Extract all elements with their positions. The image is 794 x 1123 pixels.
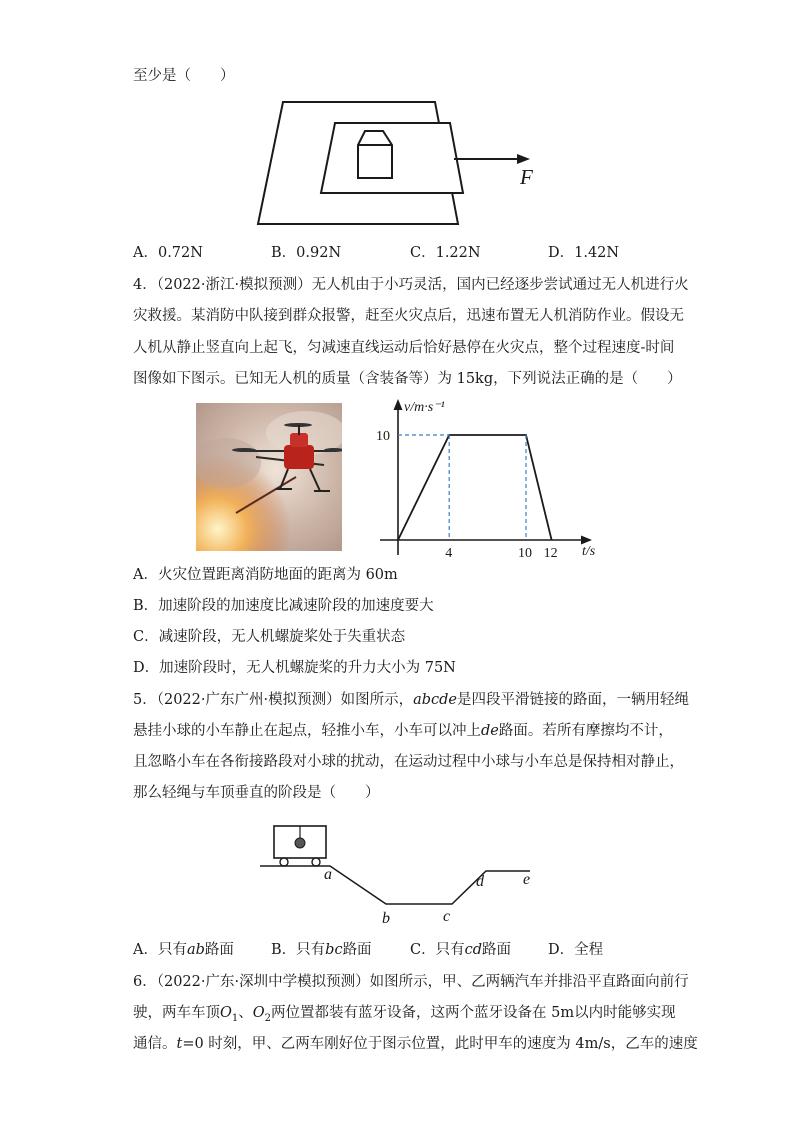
q4-option-c[interactable]: C．减速阶段，无人机螺旋桨处于失重状态	[133, 629, 406, 645]
q4-stem-line-3: 人机从静止竖直向上起飞，匀减速直线运动后恰好悬停在火灾点，整个过程速度-时间	[133, 340, 675, 356]
track	[260, 866, 530, 904]
force-arrow-head	[517, 154, 530, 164]
q6-stem-line-2: 驶，两车车顶$O_1$、$O_2$两位置都装有蓝牙设备，这两个蓝牙设备在 5m以内时能够实现	[133, 1005, 676, 1024]
q3-option-c[interactable]: C．1.22N	[410, 245, 481, 261]
drone-photo	[196, 403, 342, 551]
q5-figure	[260, 822, 540, 927]
q5-stem-line-4: 那么轻绳与车顶垂直的阶段是（ ）	[133, 785, 380, 801]
point-e: e	[523, 871, 531, 888]
q3-option-b[interactable]: B．0.92N	[271, 245, 342, 261]
block	[358, 131, 392, 178]
q6-stem-line-1: 6．（2022·广东·深圳中学模拟预测）如图所示，甲、乙两辆汽车并排沿平直路面向前行	[133, 974, 689, 990]
velocity-line	[398, 435, 552, 540]
q5-option-c[interactable]: C．只有cd路面	[410, 942, 512, 958]
point-b: b	[382, 910, 390, 927]
q4-stem-line-2: 灾救援。某消防中队接到群众报警，赶至火灾点后，迅速布置无人机消防作业。假设无	[133, 308, 684, 324]
q3-stem-tail: 至少是（ ）	[133, 68, 235, 84]
q4-option-b[interactable]: B．加速阶段的加速度比减速阶段的加速度要大	[133, 598, 434, 614]
x-tick-label-4: 4	[445, 546, 453, 561]
q5-stem-line-3: 且忽略小车在各衔接路段对小球的扰动，在运动过程中小球与小车总是保持相对静止，	[133, 754, 684, 770]
q6-stem-line-3: 通信。t=0 时刻，甲、乙两车刚好位于图示位置，此时甲车的速度为 4m/s，乙车的速度	[133, 1036, 698, 1052]
point-a: a	[324, 866, 332, 883]
vt-chart	[370, 395, 610, 560]
x-axis-label: t/s	[582, 544, 596, 559]
x-tick-label-12: 12	[543, 546, 558, 561]
force-label-F: F	[520, 165, 533, 189]
q5-stem-line-1: 5．（2022·广东广州·模拟预测）如图所示，abcde是四段平滑链接的路面，一辆用轻绳	[133, 692, 690, 708]
q4-stem-line-1: 4．（2022·浙江·模拟预测）无人机由于小巧灵活，国内已经逐步尝试通过无人机进行火	[133, 277, 689, 293]
point-c: c	[443, 908, 451, 925]
point-d: d	[476, 873, 484, 890]
q4-option-a[interactable]: A．火灾位置距离消防地面的距离为 60m	[133, 567, 398, 583]
y-axis-label: v/m·s⁻¹	[404, 400, 445, 415]
q4-stem-line-4: 图像如下图示。已知无人机的质量（含装备等）为 15kg，下列说法正确的是（ ）	[133, 371, 682, 387]
q4-option-d[interactable]: D．加速阶段时，无人机螺旋桨的升力大小为 75N	[133, 660, 456, 676]
q5-option-d[interactable]: D．全程	[548, 942, 604, 958]
q5-option-a[interactable]: A．只有ab路面	[133, 942, 234, 958]
wheel-left	[280, 858, 288, 866]
q3-option-a[interactable]: A．0.72N	[133, 245, 203, 261]
y-tick-label-10: 10	[376, 429, 390, 444]
q3-option-d[interactable]: D．1.42N	[548, 245, 620, 261]
wheel-right	[312, 858, 320, 866]
q5-option-b[interactable]: B．只有bc路面	[271, 942, 372, 958]
x-tick-label-10: 10	[518, 546, 532, 561]
q5-stem-line-2: 悬挂小球的小车静止在起点，轻推小车，小车可以冲上de路面。若所有摩擦均不计，	[133, 723, 673, 739]
y-axis-arrow	[394, 399, 403, 410]
q3-figure	[255, 100, 545, 230]
ball	[295, 838, 305, 848]
